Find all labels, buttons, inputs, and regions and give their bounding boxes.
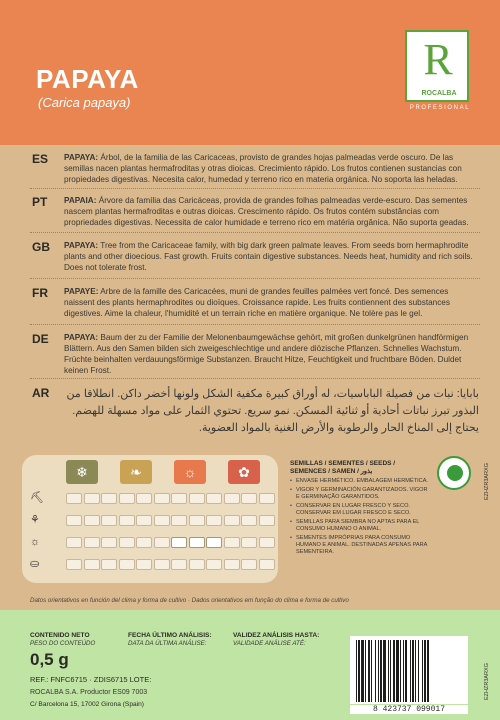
description-keyword: PAPAIA: [64, 196, 97, 205]
barcode-bar [396, 640, 399, 702]
legend-item: • SEMENTES IMPRÓPRIAS PARA CONSUMO HUMANO E ANIMAL. DESTINADAS APENAS PARA SEMENTEIRA. [290, 535, 430, 556]
calendar-cell [189, 515, 205, 526]
brand-name: ROCALBA [421, 90, 457, 97]
description-keyword: PAPAYE: [64, 287, 99, 296]
calendar-cell [189, 559, 205, 570]
leaf-icon: ❧ [120, 460, 152, 484]
divider [30, 232, 480, 233]
description-keyword: PAPAYA: [64, 153, 99, 162]
barcode-bar [424, 640, 426, 702]
sowing-calendar-panel [22, 455, 278, 583]
calendar-cell [101, 559, 117, 570]
calendar-cell [241, 537, 257, 548]
calendar-cell [101, 537, 117, 548]
last-analysis-label: FECHA ÚLTIMO ANÁLISIS: [128, 632, 212, 639]
calendar-cell [154, 515, 170, 526]
calendar-cell [224, 559, 240, 570]
barcode-bar [365, 640, 366, 702]
footnote: Datos orientativos en función del clima y forma de cultivo · Dados orientativos em função do clima e forma de cultivo [30, 597, 349, 604]
barcode-bar [410, 640, 411, 702]
legend-title: SEMILLAS / SEMENTES / SEEDS / [290, 460, 396, 467]
calendar-cell [154, 537, 170, 548]
barcode-bar [405, 640, 407, 702]
description-text [64, 286, 479, 319]
barcode-bar [403, 640, 404, 702]
description-keyword: PAPAYA: [64, 241, 99, 250]
product-title: PAPAYA [36, 64, 139, 94]
calendar-cell [259, 537, 275, 548]
calendar-cell [206, 493, 222, 504]
validity-label: VALIDEZ ANÁLISIS HASTA: [233, 632, 320, 639]
calendar-cell [224, 515, 240, 526]
calendar-cell [136, 537, 152, 548]
calendar-cell [241, 493, 257, 504]
brand-logo [405, 30, 469, 102]
barcode-bar [390, 640, 391, 702]
calendar-cell [171, 537, 187, 548]
calendar-cell [154, 493, 170, 504]
sun-icon: ☼ [174, 460, 206, 484]
lang-code: PT [32, 195, 48, 209]
green-dot-recycling-icon [437, 456, 471, 490]
calendar-cell [206, 515, 222, 526]
barcode-bar [388, 640, 389, 702]
calendar-cell [66, 537, 82, 548]
net-weight: 0,5 g [30, 650, 69, 669]
green-dot-inner [447, 465, 463, 481]
barcode-bar [427, 640, 429, 702]
calendar-cell [171, 493, 187, 504]
divider [30, 188, 480, 189]
description-keyword: PAPAYA: [64, 333, 99, 342]
calendar-cell [206, 559, 222, 570]
divider [30, 324, 480, 325]
calendar-cell [189, 493, 205, 504]
legend-item: • CONSERVAR EN LUGAR FRESCO Y SECO. CONSERVAR EM LUGAR FRESCO E SECO. [290, 503, 430, 517]
side-code-top: EZHZR3ARXG [484, 463, 490, 500]
sun-row-icon: ☼ [30, 536, 41, 548]
calendar-cell [136, 559, 152, 570]
barcode-digits: 8 423737 099017 [350, 705, 468, 714]
calendar-cell [259, 559, 275, 570]
description-body: Arbre de la famille des Caricacées, muni de grandes feuilles palmées vert foncé. Des semences naissent des plants hermaphrodites ou dioïques. Croissance rapide. Les fruits contiennent des substances digestives. Aime la chaleur, l'humidité et un terrain riche en matière organique. Ne tolère pas le gel. [64, 287, 450, 318]
lang-code: FR [32, 286, 48, 300]
maple-leaf-icon: ✿ [228, 460, 260, 484]
barcode-bar [378, 640, 379, 702]
calendar-cell [119, 559, 135, 570]
barcode-bar [415, 640, 416, 702]
calendar-cell [66, 515, 82, 526]
calendar-cell [224, 537, 240, 548]
lang-code: DE [32, 332, 49, 346]
calendar-cell [84, 537, 100, 548]
product-latin-name: (Carica papaya) [38, 95, 131, 110]
barcode-bar [418, 640, 419, 702]
validity-sublabel: VALIDADE ANÁLISE ATÉ: [233, 640, 306, 647]
basket-icon: ⛀ [30, 558, 40, 570]
calendar-cell [206, 537, 222, 548]
seedling-tray-icon: ⛏ [30, 492, 44, 504]
description-body: Tree from the Caricaceae family, with big dark green palmate leaves. From seeds born hermaphrodite plants and other dioecious. Fast growth. Fruits contain digestive substances. Needs heat, humidity and rich soils. Does not tolerate frost. [64, 241, 473, 272]
description-body: Árvore da família das Caricáceas, provida de grandes folhas palmeadas verde-escuro. Das sementes nascem plantas hermafroditas e outras dioicas. Crescimento rápido. Os frutos contém substâncias com propriedades digestivas. Necessita de calor humidade e terreno rico em matéria orgânica. Não suporta geadas. [64, 196, 469, 227]
calendar-cell [101, 515, 117, 526]
barcode-bar [361, 640, 364, 702]
calendar-cell [154, 559, 170, 570]
description-body: Baum der zu der Familie der Melonenbaumgewächse gehört, mit großen dunkelgrünen handförmigen Blättern. Aus den Samen bilden sich zweigeschlechtige und andere diözische Pflanzen. Schnelles Wachstum. Früchte beinhalten verdauungsförmige Substanzen. Braucht Hitze, Feuchtigkeit und fruchtbare Böden. Duldet keinen Frost. [64, 333, 469, 375]
divider [30, 378, 480, 379]
calendar-cell [259, 493, 275, 504]
calendar-cell [224, 493, 240, 504]
barcode-bar [422, 640, 423, 702]
calendar-cell [171, 515, 187, 526]
calendar-cell [84, 493, 100, 504]
lang-code: GB [32, 240, 50, 254]
reference-code: REF.: FNFC6715 · ZDIS6715 LOTE: [30, 675, 152, 684]
barcode-bar [400, 640, 401, 702]
calendar-cell [136, 515, 152, 526]
barcode [350, 636, 468, 704]
producer-info: ROCALBA S.A. Productor ES09 7003 [30, 689, 148, 696]
net-content-label: CONTENIDO NETO [30, 632, 90, 639]
producer-address: C/ Barcelona 15, 17002 Girona (Spain) [30, 701, 144, 708]
net-content-sublabel: PESO DO CONTEÚDO [30, 640, 96, 647]
seeds-legend [290, 460, 430, 556]
description-text [64, 332, 479, 376]
calendar-cell [259, 515, 275, 526]
side-code-bottom: EZHZR3ARXG [484, 663, 490, 700]
barcode-bar [371, 640, 372, 702]
snowflake-icon: ❄ [66, 460, 98, 484]
brand-letter: R [423, 35, 453, 84]
lang-code: ES [32, 152, 49, 166]
legend-item: • SEMILLAS PARA SIEMBRA NO APTAS PARA EL CONSUMO HUMANO O ANIMAL. [290, 519, 430, 533]
barcode-bar [380, 640, 382, 702]
divider [30, 278, 480, 279]
legend-item: • VIGOR Y GERMINACIÓN GARANTIZADOS. VIGOR E GERMINAÇÃO GARANTIDOS. [290, 487, 430, 501]
legend-item: • ENVASE HERMÉTICO. EMBALAGEM HERMÉTICA. [290, 478, 430, 485]
calendar-cell [119, 537, 135, 548]
calendar-cell [136, 493, 152, 504]
lang-code: AR [32, 386, 50, 400]
calendar-cell [66, 493, 82, 504]
last-analysis-sublabel: DATA DA ÚLTIMA ANÁLISE: [128, 640, 207, 647]
calendar-cell [66, 559, 82, 570]
description-arabic-text: بابايا: نبات من فصيلة الباباسيات، له أوراق كبيرة مكفية الشكل ولونها أخضر داكن. انطلاقا من البذور تبرز نباتات أحادية أو ثنائية المسكن. نمو سريع. تحتوي الثمار على مواد مسهلة للهضم. يحتاج إلى المناخ الحار والرطوبة والأرض الغنية بالمواد العضوية. [66, 388, 479, 434]
legend-title-2: SEMENCES / SAMEN / بذور [290, 468, 373, 475]
transplant-icon: ⚘ [30, 514, 40, 526]
calendar-cell [189, 537, 205, 548]
calendar-cell [241, 559, 257, 570]
calendar-cell [119, 493, 135, 504]
barcode-bar [383, 640, 386, 702]
brand-subtitle: PROFESIONAL [409, 105, 471, 111]
barcode-bar [358, 640, 360, 702]
barcode-bar [375, 640, 376, 702]
calendar-cell [84, 559, 100, 570]
barcode-bar [393, 640, 395, 702]
description-text [64, 152, 479, 185]
description-body: Árbol, de la familia de las Caricaceas, provisto de grandes hojas palmeadas verde oscuro. De las semillas nacen plantas hermafroditas y otras dioicas. Crecimiento rápido. Los frutos contienen sustancias con propiedades digestivas. Necesita calor, humedad y terreno rico en materia orgánica. No soporta las heladas. [64, 153, 462, 184]
description-text [64, 195, 479, 228]
barcode-bar [356, 640, 357, 702]
barcode-bar [412, 640, 414, 702]
barcode-bar [368, 640, 370, 702]
calendar-cell [101, 493, 117, 504]
calendar-cell [241, 515, 257, 526]
calendar-cell [84, 515, 100, 526]
description-text [64, 240, 479, 273]
calendar-cell [119, 515, 135, 526]
calendar-cell [171, 559, 187, 570]
